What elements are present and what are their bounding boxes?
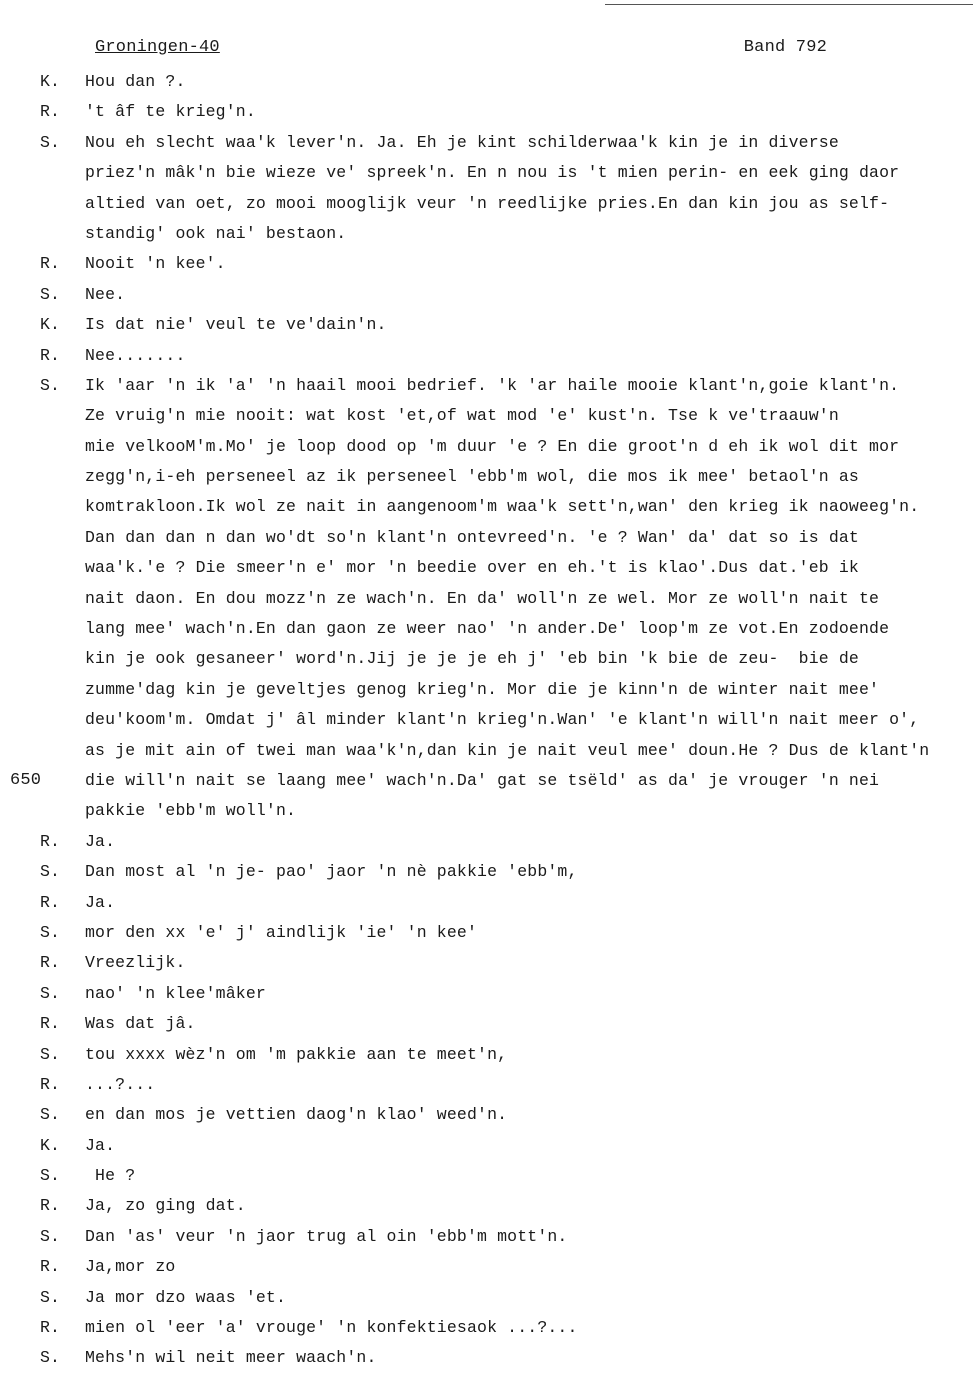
utterance-text: Nou eh slecht waa'k lever'n. Ja. Eh je kint schilderwaa'k kin je in diverse — [85, 132, 839, 152]
utterance-text: priez'n mâk'n bie wieze ve' spreek'n. En n nou is 't mien perin- en eek ging daor — [85, 163, 900, 183]
transcript-line — [0, 736, 973, 766]
transcript-line — [0, 1100, 973, 1130]
utterance-text: mor den xx 'e' j' aindlijk 'ie' 'n kee' — [85, 922, 478, 942]
utterance-text: tou xxxx wèz'n om 'm pakkie aan te meet'n, — [85, 1044, 508, 1064]
utterance-text: zumme'dag kin je geveltjes genog krieg'n. Mor die je kinn'n de winter nait mee' — [85, 679, 880, 699]
utterance-text: Ze vruig'n mie nooit: wat kost 'et,of wat mod 'e' kust'n. Tse k ve'traauw'n — [85, 406, 839, 426]
transcript-line — [0, 432, 973, 462]
line-number: 650 — [10, 770, 42, 790]
utterance-text: en dan mos je vettien daog'n klao' weed'n. — [85, 1105, 508, 1125]
transcript-line — [0, 401, 973, 431]
utterance-text: 't âf te krieg'n. — [85, 102, 256, 122]
speaker-label: S. — [40, 375, 61, 395]
utterance-text: Mehs'n wil neit meer waach'n. — [85, 1348, 377, 1368]
transcript-line — [0, 827, 973, 857]
utterance-text: He ? — [85, 1166, 136, 1186]
speaker-label: S. — [40, 983, 61, 1003]
speaker-label: K. — [40, 1135, 61, 1155]
transcript-line — [0, 796, 973, 826]
band-number: Band 792 — [743, 38, 827, 57]
transcript-line — [0, 1313, 973, 1343]
utterance-text: ...?... — [85, 1074, 156, 1094]
transcript-line — [0, 1252, 973, 1282]
speaker-label: R. — [40, 953, 61, 973]
utterance-text: kin je ook gesaneer' word'n.Jij je je je eh j' 'eb bin 'k bie de zeu- bie de — [85, 649, 859, 669]
speaker-label: R. — [40, 1196, 61, 1216]
page-header — [95, 38, 835, 64]
transcript-line — [0, 1070, 973, 1100]
transcript-line — [0, 158, 973, 188]
transcript-line — [0, 979, 973, 1009]
transcript-line — [0, 341, 973, 371]
utterance-text: Dan most al 'n je- pao' jaor 'n nè pakkie 'ebb'm, — [85, 862, 578, 882]
transcript-line — [0, 888, 973, 918]
utterance-text: mien ol 'eer 'a' vrouge' 'n konfektiesaok ...?... — [85, 1318, 578, 1338]
speaker-label: R. — [40, 1074, 61, 1094]
transcript-line — [0, 644, 973, 674]
utterance-text: mie velkooM'm.Mo' je loop dood op 'm duur 'e ? En die groot'n d eh ik wol dit mor — [85, 436, 900, 456]
speaker-label: S. — [40, 1166, 61, 1186]
transcript-line — [0, 1161, 973, 1191]
transcript-line — [0, 948, 973, 978]
utterance-text: komtrakloon.Ik wol ze nait in aangenoom'm waa'k sett'n,wan' den krieg ik naoweeg'n. — [85, 497, 920, 517]
transcript-line — [0, 1343, 973, 1373]
utterance-text: Nee. — [85, 284, 126, 304]
utterance-text: Vreezlijk. — [85, 953, 186, 973]
speaker-label: R. — [40, 1257, 61, 1277]
speaker-label: S. — [40, 1348, 61, 1368]
utterance-text: pakkie 'ebb'm woll'n. — [85, 801, 297, 821]
transcript-line — [0, 1009, 973, 1039]
transcript-line — [0, 189, 973, 219]
transcript-line — [0, 1131, 973, 1161]
transcript-line — [0, 857, 973, 887]
transcript-line — [0, 1283, 973, 1313]
transcript-body — [0, 67, 973, 1374]
speaker-label: S. — [40, 862, 61, 882]
utterance-text: Dan dan dan n dan wo'dt so'n klant'n ontevreed'n. 'e ? Wan' da' dat so is dat — [85, 527, 859, 547]
speaker-label: R. — [40, 1318, 61, 1338]
utterance-text: Ja,mor zo — [85, 1257, 176, 1277]
transcript-line — [0, 310, 973, 340]
utterance-text: die will'n nait se laang mee' wach'n.Da' gat se tsëld' as da' je vrouger 'n nei — [85, 770, 880, 790]
utterance-text: standig' ook nai' bestaon. — [85, 223, 347, 243]
transcript-line — [0, 675, 973, 705]
speaker-label: R. — [40, 892, 61, 912]
utterance-text: Nee....... — [85, 345, 186, 365]
utterance-text: Ja. — [85, 1135, 116, 1155]
transcript-line — [0, 766, 973, 796]
transcript-line — [0, 280, 973, 310]
transcript-line — [0, 492, 973, 522]
speaker-label: S. — [40, 132, 61, 152]
transcript-line — [0, 1191, 973, 1221]
utterance-text: Is dat nie' veul te ve'dain'n. — [85, 315, 387, 335]
document-title: Groningen-40 — [95, 38, 220, 57]
utterance-text: lang mee' wach'n.En dan gaon ze weer nao' 'n ander.De' loop'm ze vot.En zodoende — [85, 619, 890, 639]
utterance-text: Ja, zo ging dat. — [85, 1196, 246, 1216]
speaker-label: K. — [40, 315, 61, 335]
transcript-line — [0, 584, 973, 614]
speaker-label: S. — [40, 1287, 61, 1307]
transcript-line — [0, 918, 973, 948]
speaker-label: S. — [40, 284, 61, 304]
utterance-text: Ja. — [85, 831, 116, 851]
utterance-text: nao' 'n klee'mâker — [85, 983, 266, 1003]
transcript-line — [0, 1040, 973, 1070]
speaker-label: R. — [40, 1014, 61, 1034]
utterance-text: Ik 'aar 'n ik 'a' 'n haail mooi bedrief. 'k 'ar haile mooie klant'n,goie klant'n. — [85, 375, 900, 395]
speaker-label: S. — [40, 1105, 61, 1125]
transcript-line — [0, 553, 973, 583]
transcript-line — [0, 219, 973, 249]
speaker-label: K. — [40, 72, 61, 91]
speaker-label: R. — [40, 254, 61, 274]
speaker-label: R. — [40, 831, 61, 851]
utterance-text: zegg'n,i-eh perseneel az ik perseneel 'ebb'm wol, die mos ik mee' betaol'n as — [85, 467, 859, 487]
transcript-line — [0, 614, 973, 644]
speaker-label: S. — [40, 1226, 61, 1246]
utterance-text: nait daon. En dou mozz'n ze wach'n. En da' woll'n ze wel. Mor ze woll'n nait te — [85, 588, 880, 608]
utterance-text: waa'k.'e ? Die smeer'n e' mor 'n beedie over en eh.'t is klao'.Dus dat.'eb ik — [85, 558, 859, 578]
transcript-line — [0, 1222, 973, 1252]
transcript-line — [0, 128, 973, 158]
transcript-line — [0, 462, 973, 492]
utterance-text: Ja mor dzo waas 'et. — [85, 1287, 287, 1307]
top-rule — [605, 4, 973, 5]
utterance-text: deu'koom'm. Omdat j' âl minder klant'n krieg'n.Wan' 'e klant'n will'n nait meer o', — [85, 710, 920, 730]
transcript-line — [0, 67, 973, 97]
utterance-text: Hou dan ?. — [85, 72, 186, 91]
speaker-label: S. — [40, 922, 61, 942]
transcript-line — [0, 371, 973, 401]
utterance-text: altied van oet, zo mooi mooglijk veur 'n reedlijke pries.En dan kin jou as self- — [85, 193, 890, 213]
transcript-line — [0, 97, 973, 127]
speaker-label: R. — [40, 345, 61, 365]
speaker-label: R. — [40, 102, 61, 122]
transcript-line — [0, 705, 973, 735]
transcript-line — [0, 249, 973, 279]
transcript-line — [0, 523, 973, 553]
speaker-label: S. — [40, 1044, 61, 1064]
utterance-text: Ja. — [85, 892, 116, 912]
utterance-text: Nooit 'n kee'. — [85, 254, 226, 274]
utterance-text: as je mit ain of twei man waa'k'n,dan kin je nait veul mee' doun.He ? Dus de klant'n — [85, 740, 930, 760]
utterance-text: Was dat jâ. — [85, 1014, 196, 1034]
utterance-text: Dan 'as' veur 'n jaor trug al oin 'ebb'm mott'n. — [85, 1226, 568, 1246]
